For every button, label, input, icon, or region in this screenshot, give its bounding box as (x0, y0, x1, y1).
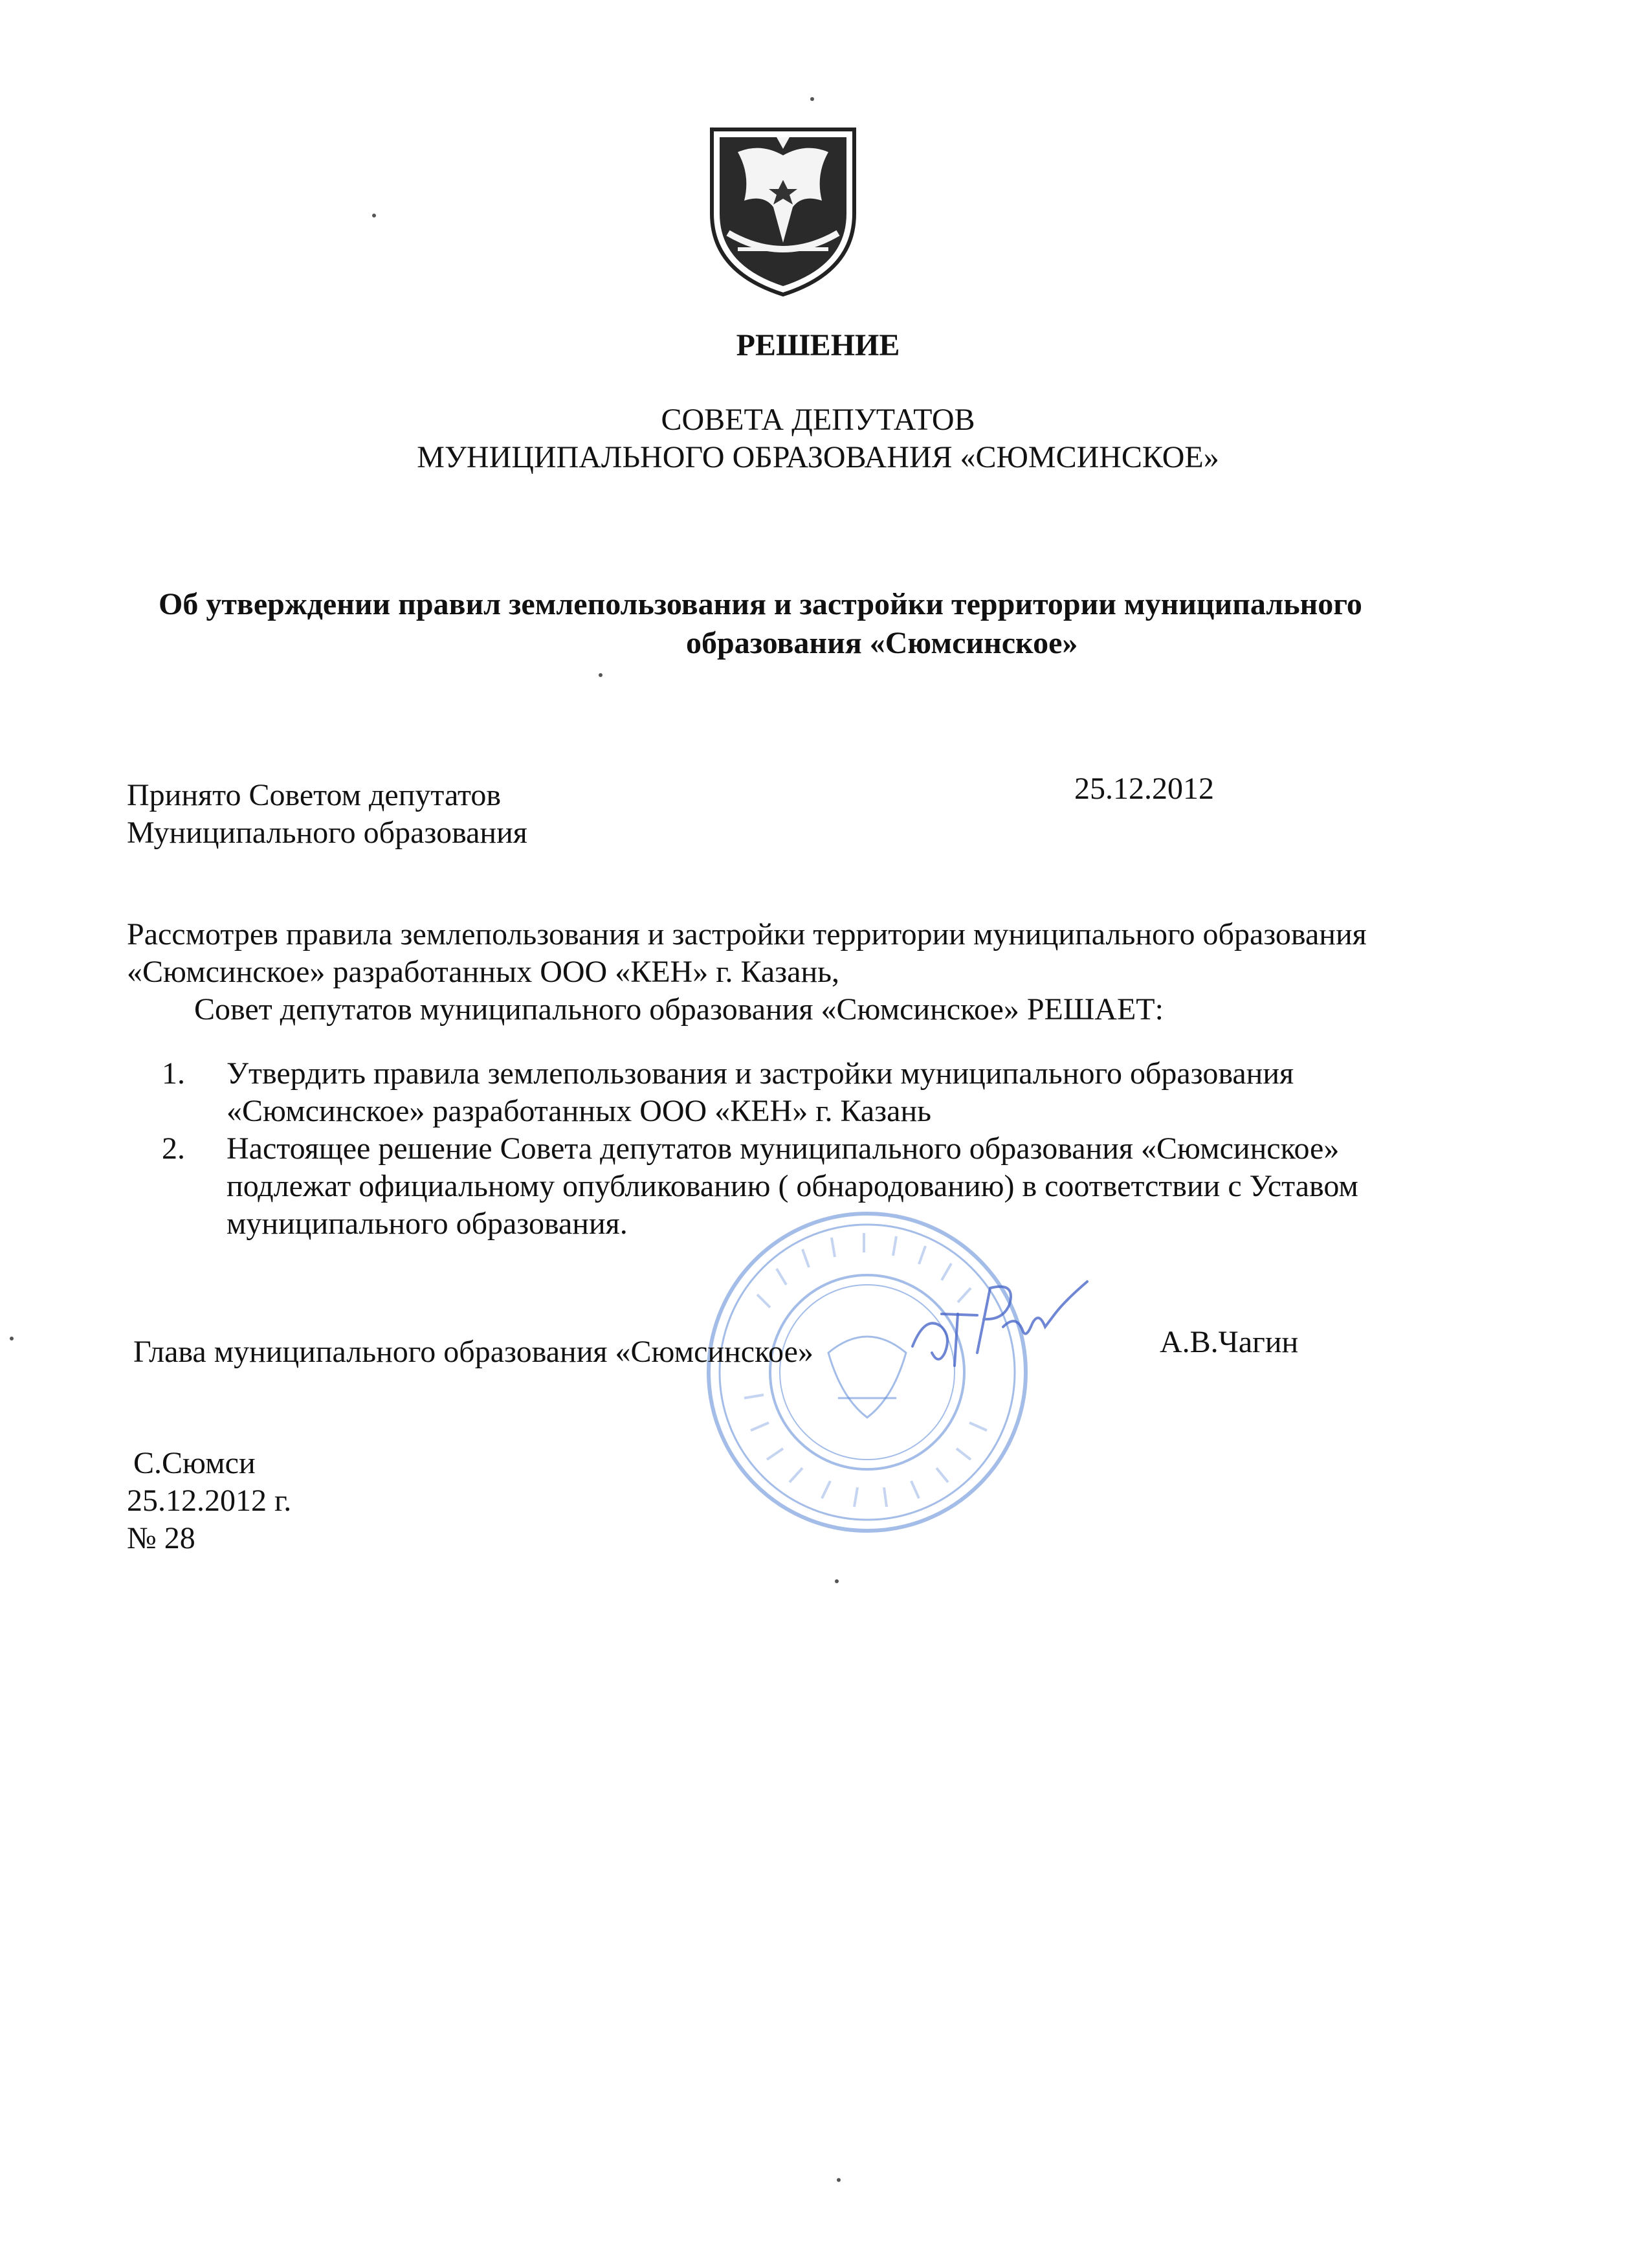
footer-date: 25.12.2012 г. (127, 1484, 292, 1518)
list-item-line: «Сюмсинское» разработанных ООО «КЕН» г. Казань (227, 1094, 932, 1128)
scan-speck (837, 2178, 841, 2182)
adoption-line2: Муниципального образования (127, 816, 527, 850)
list-item-line: Утвердить правила землепользования и застройки муниципального образования (227, 1056, 1294, 1091)
subject-line1: Об утверждении правил землепользования и застройки территории муниципального (159, 587, 1362, 621)
adoption-date: 25.12.2012 (1074, 772, 1214, 806)
subject-line2: образования «Сюмсинское» (686, 626, 1078, 660)
scan-speck (599, 673, 602, 677)
council-name-line1: СОВЕТА ДЕПУТАТОВ (661, 403, 975, 437)
footer-number: № 28 (127, 1521, 195, 1555)
handwritten-signature-icon (906, 1275, 1094, 1372)
council-name-line2: МУНИЦИПАЛЬНОГО ОБРАЗОВАНИЯ «СЮМСИНСКОЕ» (417, 440, 1219, 474)
preamble-line2: «Сюмсинское» разработанных ООО «КЕН» г. Казань, (127, 955, 840, 989)
signatory-name: А.В.Чагин (1160, 1325, 1299, 1359)
list-item-number: 1. (162, 1056, 185, 1091)
list-item-line: Настоящее решение Совета депутатов муниципального образования «Сюмсинское» (227, 1131, 1340, 1166)
signatory-position: Глава муниципального образования «Сюмсинское» (133, 1335, 813, 1369)
preamble-line1: Рассмотрев правила землепользования и застройки территории муниципального образования (127, 917, 1367, 951)
scan-speck (10, 1337, 14, 1340)
preamble-line3: Совет депутатов муниципального образования «Сюмсинское» РЕШАЕТ: (194, 992, 1164, 1027)
document-title: РЕШЕНИЕ (736, 328, 900, 362)
footer-place: С.Сюмси (133, 1446, 256, 1480)
scan-speck (372, 214, 376, 217)
list-item (162, 1055, 1456, 1130)
list-item-line: подлежат официальному опубликованию ( обнародованию) в соответствии с Уставом (227, 1169, 1358, 1203)
list-item-line: муниципального образования. (227, 1206, 628, 1241)
scan-speck (810, 97, 814, 101)
adoption-line1: Принято Советом депутатов (127, 778, 502, 812)
scan-speck (835, 1579, 839, 1583)
udmurtia-coat-of-arms-icon (699, 104, 867, 298)
list-item-number: 2. (162, 1131, 185, 1166)
round-seal-stamp-icon (699, 1204, 1035, 1540)
